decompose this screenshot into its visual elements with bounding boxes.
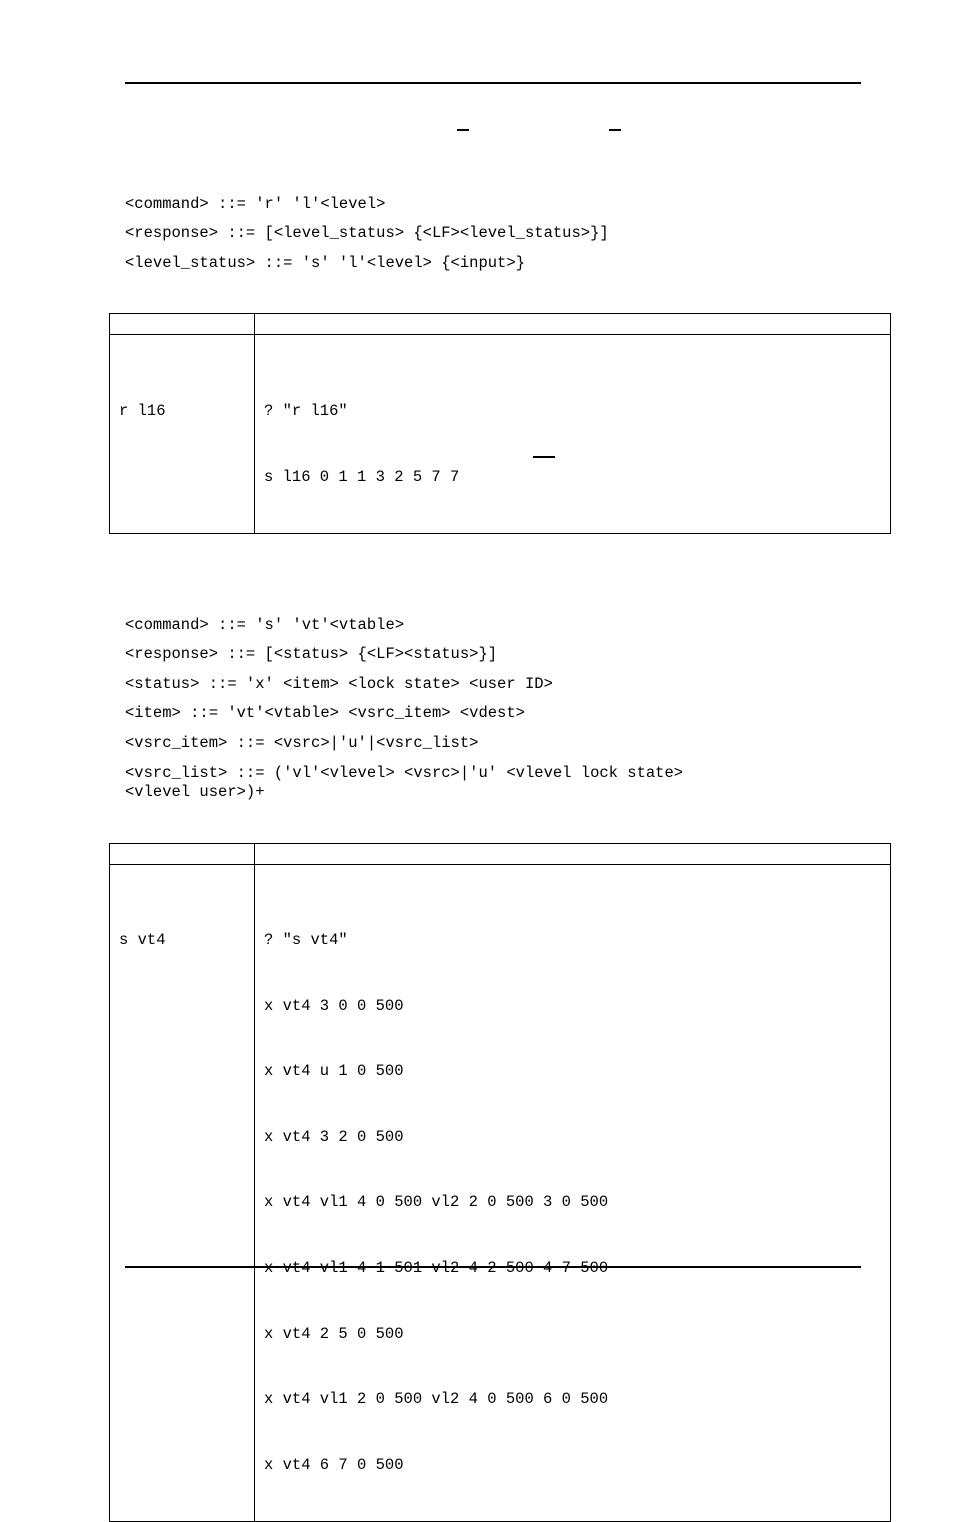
example-command-cell bbox=[110, 335, 255, 534]
response-line: x vt4 vl1 2 0 500 vl2 4 0 500 6 0 500 bbox=[264, 1390, 609, 1409]
response-line: ? "r l16" bbox=[264, 402, 348, 420]
syntax-line: <command> ::= 's' 'vt'<vtable> bbox=[125, 616, 405, 634]
example-response-cell bbox=[255, 335, 891, 534]
response-line: x vt4 3 0 0 500 bbox=[264, 996, 404, 1015]
syntax-line: <status> ::= 'x' <item> <lock state> <user ID> bbox=[125, 675, 553, 693]
example-command: r l16 bbox=[119, 402, 166, 420]
response-line: s l16 0 1 1 3 2 5 7 7 bbox=[264, 467, 460, 486]
example-response-cell bbox=[255, 865, 891, 1522]
table-row bbox=[110, 865, 891, 1522]
response-line: x vt4 6 7 0 500 bbox=[264, 1455, 404, 1474]
table-header-row bbox=[110, 844, 891, 865]
example-command-cell bbox=[110, 865, 255, 1522]
response-line: x vt4 u 1 0 500 bbox=[264, 1062, 404, 1081]
syntax-line: <response> ::= [<status> {<LF><status>}] bbox=[125, 645, 498, 663]
title-underscore-1 bbox=[457, 129, 469, 131]
syntax-line: <response> ::= [<level_status> {<LF><level_status>}] bbox=[125, 224, 609, 242]
example-command: s vt4 bbox=[119, 931, 166, 949]
syntax-line: <vlevel user>)+ bbox=[125, 783, 265, 801]
syntax-line: <command> ::= 'r' 'l'<level> bbox=[125, 195, 386, 213]
syntax-line: <vsrc_item> ::= <vsrc>|'u'|<vsrc_list> bbox=[125, 734, 479, 752]
syntax-line: <item> ::= 'vt'<vtable> <vsrc_item> <vdest> bbox=[125, 704, 525, 722]
response-line: x vt4 3 2 0 500 bbox=[264, 1127, 404, 1146]
example-table-2 bbox=[109, 843, 891, 1522]
response-line bbox=[264, 1259, 890, 1289]
title-underscore-2 bbox=[609, 129, 621, 131]
response-line: ? "s vt4" bbox=[264, 931, 348, 949]
example-table-1 bbox=[109, 313, 891, 534]
header-rule bbox=[125, 82, 861, 84]
table-row bbox=[110, 335, 891, 534]
footer-rule bbox=[125, 1266, 861, 1268]
table-header-row bbox=[110, 314, 891, 335]
syntax-line: <vsrc_list> ::= ('vl'<vlevel> <vsrc>|'u' <vlevel lock state> bbox=[125, 764, 684, 782]
syntax-line: <level_status> ::= 's' 'l'<level> {<input>} bbox=[125, 254, 525, 272]
response-line: x vt4 2 5 0 500 bbox=[264, 1324, 404, 1343]
section-underscore bbox=[533, 456, 555, 458]
response-line: x vt4 vl1 4 0 500 vl2 2 0 500 3 0 500 bbox=[264, 1193, 609, 1212]
